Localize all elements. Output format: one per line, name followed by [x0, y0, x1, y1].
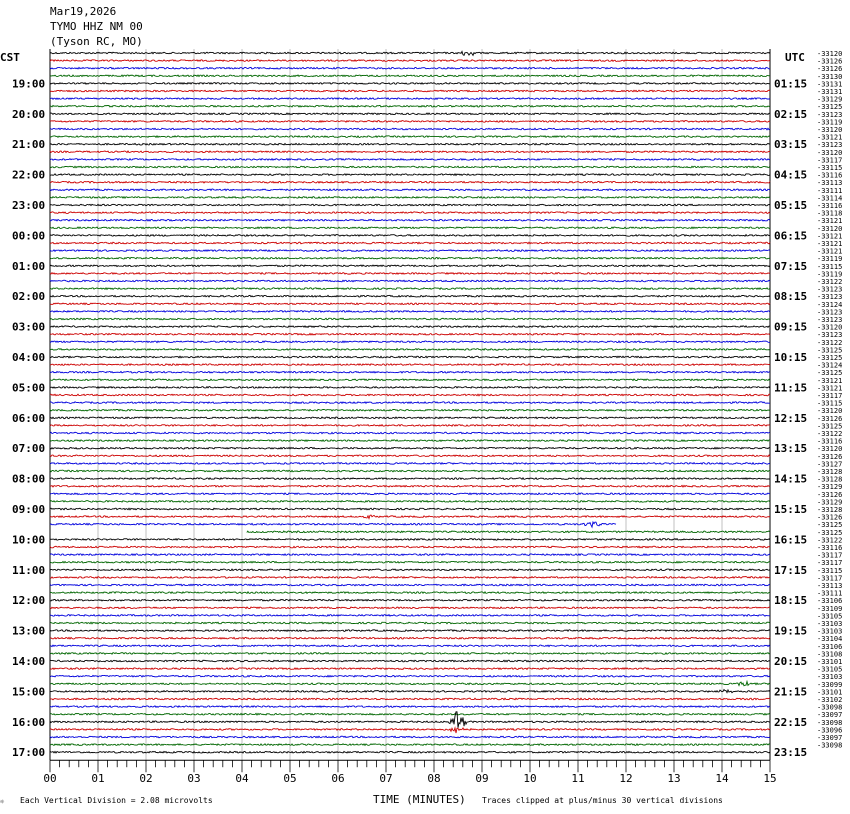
offset-label: -33115	[817, 566, 843, 575]
trace-line	[50, 212, 770, 214]
offset-label: -33117	[817, 156, 843, 165]
trace-line	[50, 143, 770, 145]
trace-line	[50, 744, 770, 746]
left-hour-label: 08:00	[12, 472, 46, 486]
offset-label: -33111	[817, 186, 843, 195]
trace-line	[50, 501, 770, 503]
trace-line	[50, 698, 770, 700]
trace-line	[50, 128, 770, 130]
trace-line	[50, 645, 770, 647]
offset-label: -33123	[817, 316, 843, 324]
offset-label: -33108	[817, 650, 843, 659]
offset-label: -33126	[817, 57, 843, 66]
right-hour-label: 06:15	[774, 229, 808, 243]
trace-line	[50, 713, 770, 715]
offset-label: -33123	[817, 110, 843, 119]
offset-label: -33115	[817, 164, 843, 172]
left-hour-label: 17:00	[12, 746, 46, 760]
trace-line	[50, 204, 770, 206]
trace-line	[50, 280, 770, 282]
offset-label: -33104	[817, 635, 843, 644]
left-hour-label: 19:00	[12, 77, 46, 91]
offset-label: -33097	[817, 734, 843, 742]
left-hour-label: 14:00	[12, 655, 46, 668]
trace-line	[50, 303, 770, 305]
trace-line	[50, 668, 770, 670]
right-hour-label: 15:15	[774, 503, 808, 516]
right-hour-label: 02:15	[774, 107, 808, 121]
trace-line	[50, 402, 770, 404]
offset-label: -33125	[817, 369, 843, 378]
offset-label: -33123	[817, 293, 843, 302]
trace-line	[50, 90, 770, 92]
offset-label: -33120	[817, 126, 843, 134]
right-hour-label: 18:15	[774, 594, 808, 608]
x-tick-label: 13	[667, 772, 681, 786]
trace-line	[50, 599, 770, 601]
seismic-traces	[50, 51, 770, 753]
trace-line	[50, 615, 770, 617]
left-hour-label: 00:00	[12, 229, 46, 243]
offset-label: -33119	[817, 270, 843, 279]
trace-line	[50, 250, 770, 252]
offset-label: -33122	[817, 430, 843, 438]
trace-line	[50, 60, 770, 62]
trace-line	[50, 136, 770, 138]
trace-line	[50, 121, 770, 123]
trace-line	[50, 364, 770, 366]
trace-line	[50, 288, 770, 290]
trace-line	[50, 539, 770, 541]
offset-label: -33121	[817, 247, 843, 256]
trace-line	[50, 522, 616, 527]
offset-label: -33105	[817, 612, 843, 621]
offset-label: -33123	[817, 331, 843, 340]
right-hour-label: 11:15	[774, 381, 808, 395]
offset-label: -33130	[817, 72, 843, 81]
offset-label: -33128	[817, 506, 843, 514]
trace-line	[50, 379, 770, 381]
trace-line	[50, 569, 770, 571]
x-tick-label: 15	[763, 772, 777, 786]
offset-label: -33103	[817, 673, 843, 682]
trace-line	[50, 341, 770, 343]
left-hour-label: 11:00	[12, 563, 46, 577]
trace-line	[50, 561, 770, 563]
trace-line	[50, 75, 770, 77]
trace-line	[50, 455, 770, 457]
left-hour-label: 22:00	[12, 168, 46, 182]
x-tick-label: 08	[427, 772, 441, 786]
offset-label: -33098	[817, 718, 843, 727]
left-hour-label: 10:00	[12, 533, 46, 547]
trace-line	[50, 515, 770, 518]
trace-line	[50, 227, 770, 229]
trace-line	[50, 681, 770, 685]
x-tick-label: 05	[283, 772, 297, 786]
trace-line	[50, 197, 770, 199]
corner-mark: ☼	[0, 798, 5, 806]
x-tick-label: 07	[379, 772, 393, 786]
offset-label: -33125	[817, 354, 843, 362]
offset-label: -33126	[817, 452, 843, 461]
trace-line	[247, 531, 770, 533]
trace-line	[50, 690, 770, 693]
trace-line	[50, 105, 770, 107]
offset-label: -33119	[817, 255, 843, 264]
right-hour-label: 09:15	[774, 320, 808, 334]
trace-line	[50, 189, 770, 191]
offset-label: -33125	[817, 103, 843, 112]
x-tick-label: 11	[571, 772, 585, 786]
right-hour-label: 08:15	[774, 290, 808, 304]
offset-label: -33127	[817, 460, 843, 469]
right-hour-label: 21:15	[774, 685, 808, 699]
offset-label: -33122	[817, 536, 843, 545]
trace-line	[50, 736, 770, 738]
trace-line	[50, 394, 770, 396]
location-label: (Tyson RC, MO)	[50, 35, 143, 48]
trace-line	[50, 311, 770, 313]
trace-line	[50, 159, 770, 161]
offset-label: -33124	[817, 300, 843, 309]
offset-label: -33117	[817, 559, 843, 568]
trace-line	[50, 273, 770, 275]
station-label: TYMO HHZ NM 00	[50, 20, 143, 33]
left-hour-label: 20:00	[12, 107, 46, 121]
trace-line	[50, 577, 770, 579]
x-tick-label: 14	[715, 772, 729, 786]
offset-label: -33105	[817, 665, 843, 674]
offset-label: -33101	[817, 658, 843, 666]
offset-label: -33114	[817, 194, 843, 203]
offset-label: -33109	[817, 604, 843, 613]
left-hour-label: 01:00	[12, 259, 46, 273]
offset-label: -33103	[817, 627, 843, 636]
trace-line	[50, 493, 770, 495]
offset-label: -33116	[817, 171, 843, 180]
offset-label: -33111	[817, 589, 843, 598]
right-hour-label: 07:15	[774, 259, 808, 273]
scale-note: Each Vertical Division = 2.08 microvolts	[20, 796, 213, 805]
offset-label: -33117	[817, 551, 843, 560]
left-hour-label: 13:00	[12, 624, 46, 638]
trace-line	[50, 417, 770, 419]
offset-label: -33120	[817, 323, 843, 332]
offset-label: -33096	[817, 726, 843, 735]
offset-label: -33126	[817, 513, 843, 522]
trace-line	[50, 113, 770, 115]
offset-label: -33123	[817, 141, 843, 150]
offset-label: -33126	[817, 414, 843, 423]
offset-label: -33116	[817, 437, 843, 446]
trace-line	[50, 318, 770, 320]
x-tick-label: 03	[187, 772, 201, 786]
offset-label: -33129	[817, 95, 843, 104]
right-hour-label: 16:15	[774, 533, 808, 547]
offset-label: -33121	[817, 232, 843, 241]
offset-label: -33128	[817, 475, 843, 484]
left-time-labels	[12, 77, 45, 759]
right-timezone-label: UTC	[785, 51, 805, 64]
trace-line	[50, 728, 770, 733]
offset-label: -33120	[817, 224, 843, 233]
right-hour-label: 01:15	[774, 77, 808, 91]
offset-label: -33123	[817, 285, 843, 294]
offset-label: -33121	[817, 240, 843, 248]
trace-line	[50, 67, 770, 69]
trace-line	[50, 326, 770, 328]
trace-line	[50, 356, 770, 358]
left-hour-label: 09:00	[12, 503, 46, 516]
trace-line	[50, 592, 770, 594]
right-hour-label: 12:15	[774, 411, 808, 425]
offset-label: -33113	[817, 582, 843, 590]
offset-label: -33120	[817, 445, 843, 454]
trace-line	[50, 235, 770, 237]
offset-label: -33122	[817, 278, 843, 286]
trace-line	[50, 751, 770, 753]
offset-label: -33126	[817, 490, 843, 499]
trace-line	[50, 653, 770, 655]
left-hour-label: 03:00	[12, 320, 46, 334]
trace-line	[50, 219, 770, 221]
trace-line	[50, 151, 770, 153]
offset-label: -33121	[817, 376, 843, 385]
offset-label: -33119	[817, 118, 843, 127]
offset-label: -33129	[817, 483, 843, 492]
offset-label: -33131	[817, 80, 843, 89]
offset-label: -33125	[817, 422, 843, 431]
offset-label: -33099	[817, 680, 843, 689]
offset-label: -33125	[817, 346, 843, 355]
right-hour-label: 03:15	[774, 138, 808, 152]
offset-label: -33121	[817, 384, 843, 393]
offset-label: -33102	[817, 696, 843, 704]
right-hour-label: 13:15	[774, 442, 808, 456]
offset-label: -33123	[817, 308, 843, 317]
date-label: Mar19,2026	[50, 5, 117, 18]
offset-label: -33125	[817, 528, 843, 537]
trace-line	[50, 675, 770, 677]
right-time-labels	[774, 77, 807, 759]
trace-line	[50, 425, 770, 427]
offset-label: -33120	[817, 407, 843, 416]
left-timezone-label: CST	[0, 51, 20, 64]
x-tick-label: 06	[331, 772, 345, 786]
trace-line	[50, 508, 770, 510]
trace-line	[50, 630, 770, 632]
offset-label: -33117	[817, 392, 843, 400]
right-hour-label: 20:15	[774, 655, 808, 668]
offset-label: -33106	[817, 642, 843, 651]
offset-label: -33115	[817, 399, 843, 408]
trace-line	[50, 463, 770, 465]
x-tick-label: 01	[91, 772, 105, 786]
left-hour-label: 15:00	[12, 685, 46, 699]
offset-label: -33118	[817, 209, 843, 218]
right-hour-label: 23:15	[774, 746, 808, 760]
trace-line	[50, 83, 770, 85]
right-hour-label: 17:15	[774, 563, 808, 577]
x-tick-label: 00	[43, 772, 57, 786]
x-tick-label: 12	[619, 772, 633, 786]
trace-line	[50, 554, 770, 556]
trace-line	[50, 387, 770, 389]
right-hour-label: 14:15	[774, 472, 808, 486]
trace-line	[50, 706, 770, 708]
right-hour-label: 05:15	[774, 199, 808, 212]
trace-line	[50, 265, 770, 267]
trace-line	[50, 371, 770, 373]
offset-label: -33097	[817, 711, 843, 720]
trace-line	[50, 622, 770, 624]
x-tick-label: 09	[475, 772, 489, 786]
left-hour-label: 23:00	[12, 199, 46, 212]
offset-label: -33125	[817, 521, 843, 530]
trace-line	[50, 166, 770, 168]
offset-label: -33124	[817, 361, 843, 370]
trace-line	[50, 333, 770, 335]
trace-line	[50, 349, 770, 351]
offset-label: -33120	[817, 50, 843, 58]
x-tick-label: 10	[523, 772, 537, 786]
trace-line	[50, 174, 770, 176]
right-hour-label: 04:15	[774, 168, 808, 182]
offset-label: -33117	[817, 574, 843, 583]
clip-note: Traces clipped at plus/minus 30 vertical divisions	[482, 796, 723, 805]
trace-line	[50, 584, 770, 586]
x-axis-title: TIME (MINUTES)	[373, 793, 466, 806]
trace-line	[50, 409, 770, 411]
x-tick-label: 04	[235, 772, 249, 786]
trace-line	[50, 257, 770, 259]
offset-label: -33121	[817, 217, 843, 226]
trace-line	[50, 447, 770, 449]
offset-label: -33129	[817, 498, 843, 507]
trace-line	[50, 485, 770, 487]
trace-line	[50, 660, 770, 662]
offset-labels	[817, 50, 842, 750]
offset-label: -33122	[817, 338, 843, 347]
left-hour-label: 06:00	[12, 411, 46, 425]
offset-label: -33115	[817, 262, 843, 271]
offset-label: -33131	[817, 88, 843, 96]
offset-label: -33128	[817, 468, 843, 476]
left-hour-label: 07:00	[12, 442, 46, 456]
offset-label: -33116	[817, 544, 843, 552]
offset-label: -33098	[817, 703, 843, 712]
offset-label: -33120	[817, 148, 843, 157]
trace-line	[50, 440, 770, 442]
offset-label: -33106	[817, 597, 843, 606]
right-hour-label: 22:15	[774, 715, 808, 729]
offset-label: -33103	[817, 620, 843, 628]
left-hour-label: 04:00	[12, 351, 46, 364]
x-tick-label: 02	[139, 772, 153, 786]
left-hour-label: 05:00	[12, 381, 46, 395]
right-hour-label: 10:15	[774, 351, 808, 364]
trace-line	[50, 181, 770, 183]
trace-line	[50, 295, 770, 297]
trace-line	[50, 98, 770, 100]
left-hour-label: 02:00	[12, 290, 46, 304]
right-hour-label: 19:15	[774, 624, 808, 638]
offset-label: -33101	[817, 688, 843, 697]
offset-label: -33116	[817, 202, 843, 210]
offset-label: -33121	[817, 133, 843, 142]
left-hour-label: 12:00	[12, 594, 46, 608]
offset-label: -33113	[817, 179, 843, 188]
trace-line	[50, 242, 770, 244]
trace-line	[50, 470, 770, 472]
trace-line	[50, 637, 770, 639]
trace-line	[50, 51, 770, 55]
trace-line	[50, 478, 770, 480]
trace-line	[50, 607, 770, 609]
x-axis	[43, 760, 776, 785]
trace-line	[50, 546, 770, 548]
offset-label: -33126	[817, 65, 843, 74]
left-hour-label: 16:00	[12, 715, 46, 729]
offset-label: -33098	[817, 741, 843, 750]
left-hour-label: 21:00	[12, 138, 46, 152]
trace-line	[50, 432, 770, 434]
